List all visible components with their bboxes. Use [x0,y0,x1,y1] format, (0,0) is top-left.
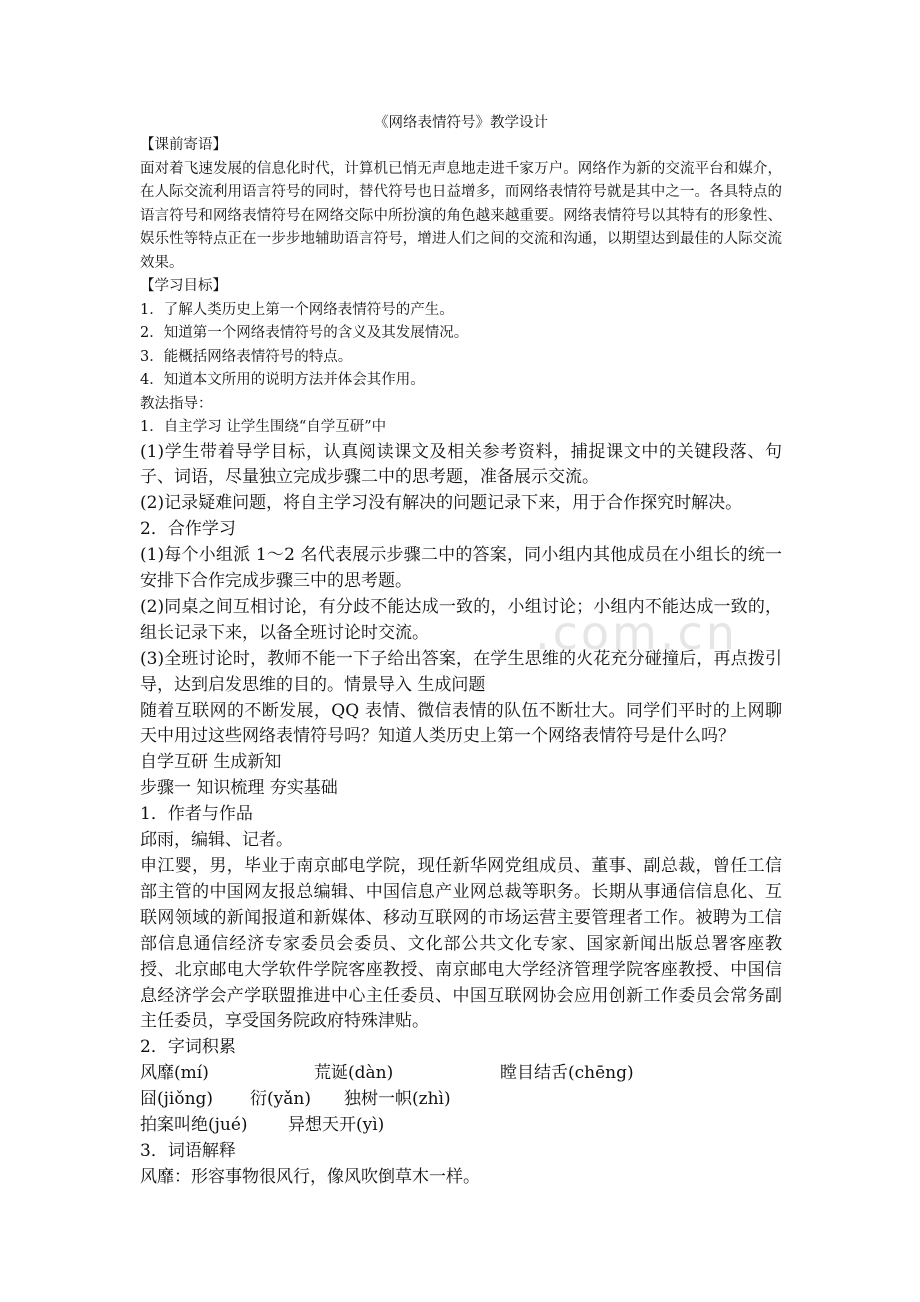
subheading-vocabulary: 2．字词积累 [140,1037,236,1058]
subheading-author-works: 1．作者与作品 [140,804,253,825]
body-paragraph: (3)全班讨论时，教师不能一下子给出答案，在学生思维的火花充分碰撞后，再点拨引导，达到启发思维的目的。情景导入 生成问题 [140,648,782,695]
vocab-row [140,1113,782,1139]
section-heading-foreword: 【课前寄语】 [140,137,227,153]
subheading-cooperative-learning: 2．合作学习 [140,519,236,540]
method-item-self-study: 1．自主学习 让学生围绕“自学互研”中 [140,419,387,435]
goal-item: 3．能概括网络表情符号的特点。 [140,348,353,365]
vocab-word: 拍案叫绝(jué) [140,1115,248,1136]
body-paragraph: (2)同桌之间互相讨论，有分歧不能达成一致的，小组讨论；小组内不能达成一致的，组长记录下来，以备全班讨论时交流。 [140,596,782,643]
body-paragraph: (1)每个小组派 1～2 名代表展示步骤二中的答案，同小组内其他成员在小组长的统一安排下合作完成步骤三中的思考题。 [140,545,782,592]
vocab-row [140,1061,782,1087]
goal-item: 2．知道第一个网络表情符号的含义及其发展情况。 [140,325,469,341]
subheading-term-explanation: 3．词语解释 [140,1140,236,1161]
vocab-word: 风靡(mí) [140,1063,209,1084]
body-paragraph: 邱雨，编辑、记者。 [140,830,293,851]
vocab-word: 囧(jiǒng) [140,1089,214,1110]
section-heading-goals: 【学习目标】 [140,278,227,294]
subheading-step-one: 步骤一 知识梳理 夯实基础 [140,778,338,799]
vocab-word: 独树一帜(zhì) [344,1089,451,1110]
vocab-word: 荒诞(dàn) [314,1063,394,1084]
subheading-self-study: 自学互研 生成新知 [140,752,282,773]
vocab-row [140,1087,782,1113]
goal-item: 4．知道本文所用的说明方法并体会其作用。 [140,372,425,388]
method-heading: 教法指导： [140,395,213,412]
vocab-word: 瞠目结舌(chēng) [500,1063,634,1084]
document-page [140,112,782,1191]
term-definition: 风靡：形容事物很风行，像风吹倒草木一样。 [140,1166,480,1187]
body-paragraph: 随着互联网的不断发展，QQ 表情、微信表情的队伍不断壮大。同学们平时的上网聊天中用过这些网络表情符号吗？知道人类历史上第一个网络表情符号是什么吗？ [140,700,782,747]
vocab-word: 衍(yǎn) [250,1089,311,1110]
vocab-word: 异想天开(yì) [288,1115,385,1136]
watermark: .com.cn [535,606,738,660]
document-title: 《网络表情符号》教学设计 [374,115,548,131]
foreword-paragraph: 面对着飞速发展的信息化时代，计算机已悄无声息地走进千家万户。网络作为新的交流平台和媒介，在人际交流利用语言符号的同时，替代符号也日益增多，而网络表情符号就是其中之一。各具特点的语言符号和网络表情符号在网络交际中所扮演的角色越来越重要。网络表情符号以其特有的形象性、娱乐性等特点正在一步步地辅助语言符号，增进人们之间的交流和沟通，以期望达到最佳的人际交流效果。 [140,160,782,271]
body-paragraph: (1)学生带着导学目标，认真阅读课文及相关参考资料，捕捉课文中的关键段落、句子、词语，尽量独立完成步骤二中的思考题，准备展示交流。 [140,441,782,488]
body-paragraph: 申江婴，男，毕业于南京邮电学院，现任新华网党组成员、董事、副总裁，曾任工信部主管的中国网友报总编辑、中国信息产业网总裁等职务。长期从事通信信息化、互联网领域的新闻报道和新媒体、移动互联网的市场运营主要管理者工作。被聘为工信部信息通信经济专家委员会委员、文化部公共文化专家、国家新闻出版总署客座教授、北京邮电大学软件学院客座教授、南京邮电大学经济管理学院客座教授、中国信息经济学会产学联盟推进中心主任委员、中国互联网协会应用创新工作委员会常务副主任委员，享受国务院政府特殊津贴。 [140,856,782,1032]
goal-item: 1．了解人类历史上第一个网络表情符号的产生。 [140,301,454,318]
body-paragraph: (2)记录疑难问题，将自主学习没有解决的问题记录下来，用于合作探究时解决。 [140,493,743,514]
